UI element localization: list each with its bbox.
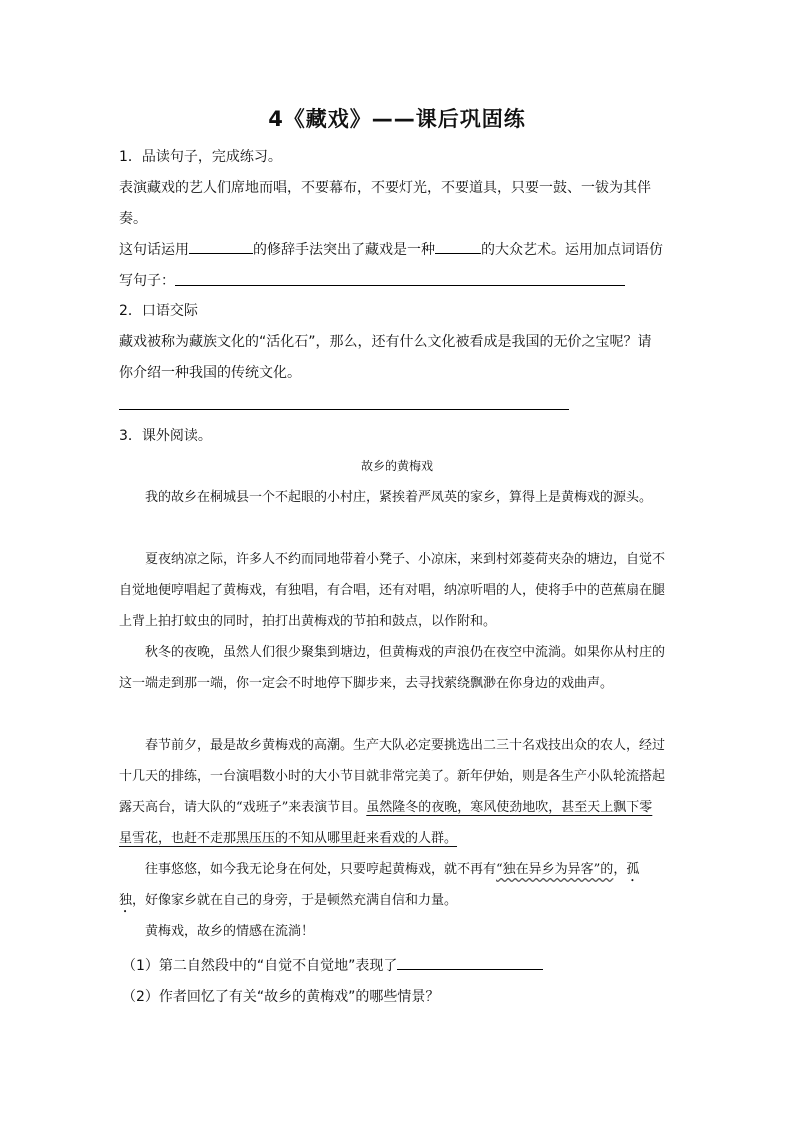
dotted-word: 孤独 — [119, 862, 640, 908]
paragraph-4-text: 春节前夕，最是故乡黄梅戏的高潮。生产大队必定要挑选出二三十名戏技出众的农人，经过十几天的排练，一台演唱数小时的大小节目就非常完美了。新年伊始，则是各生产小队轮流搭起露天高台，请大队的“戏班子”来表演节目。 — [119, 738, 666, 815]
story-paragraph-5 — [119, 854, 665, 916]
story-paragraph-4 — [119, 730, 665, 854]
sub-question-1-blank[interactable] — [397, 953, 543, 970]
fill-text-3: 的大众艺术。运用加点词语仿 — [481, 242, 663, 258]
sub-question-1 — [122, 951, 668, 982]
story-paragraph-2: 夏夜纳凉之际，许多人不约而同地带着小凳子、小凉床，来到村郊菱荷夹杂的塘边，自觉不自觉地便哼唱起了黄梅戏，有独唱，有合唱，还有对唱，纳凉听唱的人，使将手中的芭蕉扇在腿上背上拍打蚊虫的同时，拍打出黄梅戏的节拍和鼓点，以作附和。 — [119, 552, 666, 629]
question-3-heading: 3．课外阅读。 — [119, 428, 212, 444]
story-title: 故乡的黄梅戏 — [360, 459, 433, 473]
fill-text-4: 写句子： — [119, 273, 175, 289]
question-1-fill — [119, 235, 665, 297]
sub-question-2: （2）作者回忆了有关“故乡的黄梅戏”的哪些情景？ — [122, 989, 440, 1005]
question-1-heading: 1．品读句子，完成练习。 — [119, 149, 282, 165]
culture-answer-line[interactable] — [119, 409, 569, 410]
story-paragraph-6: 黄梅戏，故乡的情感在流淌！ — [145, 924, 315, 939]
sentence-answer-line[interactable] — [175, 285, 625, 286]
sentence-text: 表演藏戏的艺人们席地而唱，不要幕布，不要灯光，不要道具，只要一鼓、一钹为其伴奏。 — [119, 180, 651, 227]
question-1-sentence — [119, 173, 665, 235]
art-type-blank[interactable] — [435, 237, 481, 254]
question-2-text: 藏戏被称为藏族文化的“活化石”，那么，还有什么文化被看成是我国的无价之宝呢？请你介绍一种我国的传统文化。 — [119, 334, 652, 381]
rhetoric-blank[interactable] — [189, 237, 253, 254]
fill-text-2: 的修辞手法突出了藏戏是一种 — [253, 242, 435, 258]
underlined-sentence: 虽然隆冬的夜晚，寒风使劲地吹，甚至天上飘下零星雪花，也赶不走那黑压压的不知从哪里赶来看戏的人群。 — [119, 800, 653, 846]
paragraph-5-comma: ， — [613, 862, 627, 877]
paragraph-5-text-a: 往事悠悠，如今我无论身在何处，只要哼起黄梅戏，就不再有 — [145, 862, 497, 877]
fill-text-1: 这句话运用 — [119, 242, 189, 258]
sub-question-1-text: （1）第二自然段中的“自觉不自觉地”表现了 — [122, 958, 398, 974]
question-2-heading: 2．口语交际 — [119, 303, 198, 319]
wavy-underlined-quote: “独在异乡为异客”的 — [496, 862, 614, 877]
story-paragraph-1: 我的故乡在桐城县一个不起眼的小村庄，紧挨着严凤英的家乡，算得上是黄梅戏的源头。 — [145, 490, 653, 505]
paragraph-5-text-b: ，好像家乡就在自己的身旁，于是顿然充满自信和力量。 — [132, 893, 458, 908]
page-title: 4《藏戏》——课后巩固练 — [268, 107, 526, 131]
story-paragraph-3: 秋冬的夜晚，虽然人们很少聚集到塘边，但黄梅戏的声浪仍在夜空中流淌。如果你从村庄的这一端走到那一端，你一定会不时地停下脚步来，去寻找萦绕飘渺在你身边的戏曲声。 — [119, 645, 666, 691]
